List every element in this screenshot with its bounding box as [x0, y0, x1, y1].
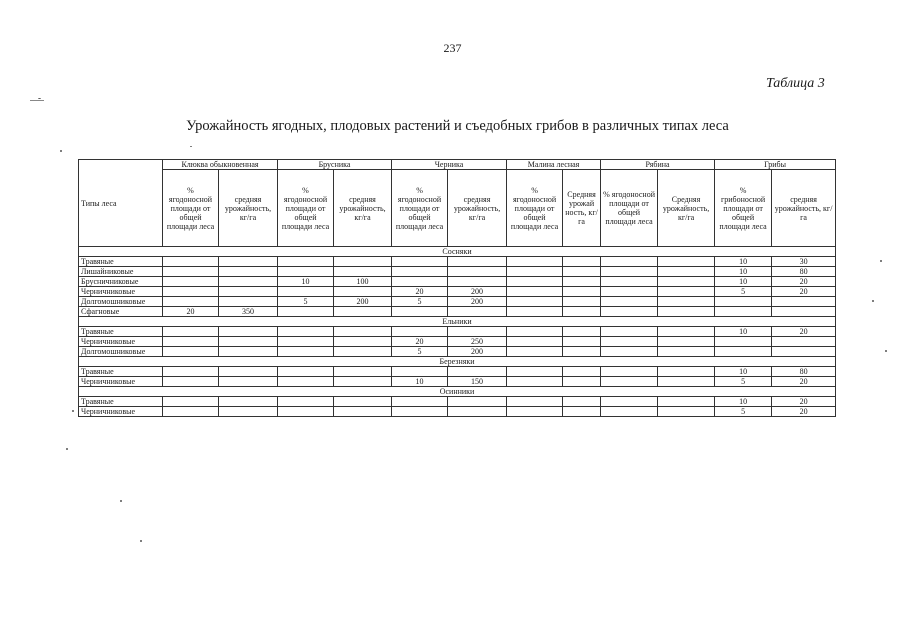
value-cell [563, 397, 601, 407]
value-cell: 10 [392, 377, 448, 387]
value-cell: 20 [772, 287, 836, 297]
forest-type-cell: Долгомошниковые [79, 347, 163, 357]
value-cell [563, 297, 601, 307]
value-cell [601, 347, 658, 357]
value-cell [563, 287, 601, 297]
value-cell: 200 [448, 347, 507, 357]
value-cell: 5 [278, 297, 334, 307]
value-cell [563, 267, 601, 277]
sub-header: % грибоносной площади от общей площади леса [715, 170, 772, 247]
value-cell [219, 297, 278, 307]
value-cell [334, 347, 392, 357]
value-cell [448, 277, 507, 287]
value-cell [658, 367, 715, 377]
value-cell: 10 [715, 327, 772, 337]
value-cell [658, 337, 715, 347]
section-row [79, 387, 836, 397]
value-cell [658, 377, 715, 387]
value-cell [601, 287, 658, 297]
value-cell: 20 [772, 327, 836, 337]
value-cell [334, 327, 392, 337]
value-cell: 10 [715, 367, 772, 377]
value-cell: 10 [278, 277, 334, 287]
value-cell [392, 307, 448, 317]
group-header: Брусника [278, 160, 392, 170]
scan-speck [140, 540, 142, 542]
value-cell [334, 267, 392, 277]
value-cell [507, 407, 563, 417]
table-row [79, 367, 836, 377]
forest-type-cell: Черничниковые [79, 287, 163, 297]
value-cell [334, 307, 392, 317]
scan-speck [120, 500, 122, 502]
value-cell [219, 377, 278, 387]
table-row [79, 327, 836, 337]
sub-header-row [79, 170, 836, 247]
value-cell [392, 277, 448, 287]
value-cell [507, 397, 563, 407]
forest-type-cell: Долгомошниковые [79, 297, 163, 307]
table-row [79, 287, 836, 297]
value-cell [278, 397, 334, 407]
group-header: Клюква обыкновенная [163, 160, 278, 170]
scan-speck [66, 448, 68, 450]
value-cell [163, 367, 219, 377]
section-label: Ельники [79, 317, 836, 327]
value-cell [163, 407, 219, 417]
value-cell: 200 [334, 297, 392, 307]
forest-type-cell: Лишайниковые [79, 267, 163, 277]
value-cell [278, 367, 334, 377]
value-cell [658, 397, 715, 407]
value-cell: 10 [715, 397, 772, 407]
forest-type-cell: Сфагновые [79, 307, 163, 317]
value-cell [601, 277, 658, 287]
value-cell [392, 367, 448, 377]
sub-header: средняя урожайность, кг/га [334, 170, 392, 247]
value-cell [507, 267, 563, 277]
value-cell [658, 407, 715, 417]
value-cell [563, 257, 601, 267]
sub-header: Средняя урожайность, кг/га [658, 170, 715, 247]
scan-speck [885, 350, 887, 352]
section-label: Осинники [79, 387, 836, 397]
value-cell [163, 257, 219, 267]
value-cell: 5 [392, 347, 448, 357]
value-cell [507, 377, 563, 387]
value-cell [563, 307, 601, 317]
value-cell [507, 297, 563, 307]
value-cell [334, 377, 392, 387]
table-row [79, 397, 836, 407]
value-cell [601, 377, 658, 387]
value-cell [715, 347, 772, 357]
table-row [79, 307, 836, 317]
value-cell [658, 257, 715, 267]
value-cell [448, 367, 507, 377]
table-row [79, 377, 836, 387]
value-cell [507, 287, 563, 297]
value-cell [563, 407, 601, 417]
sub-header: средняя урожайность, кг/га [219, 170, 278, 247]
value-cell [601, 397, 658, 407]
sub-header: % ягодоносной площади от общей площади леса [507, 170, 563, 247]
table-row [79, 267, 836, 277]
sub-header: Средняя урожай ность, кг/га [563, 170, 601, 247]
value-cell [715, 307, 772, 317]
section-label: Сосняки [79, 247, 836, 257]
scan-speck [880, 260, 882, 262]
value-cell [448, 407, 507, 417]
value-cell: 20 [772, 397, 836, 407]
value-cell [334, 407, 392, 417]
value-cell [392, 397, 448, 407]
value-cell [278, 287, 334, 297]
value-cell [392, 267, 448, 277]
value-cell [658, 287, 715, 297]
value-cell [219, 347, 278, 357]
value-cell [163, 297, 219, 307]
value-cell: 5 [392, 297, 448, 307]
value-cell: 20 [772, 407, 836, 417]
value-cell [219, 367, 278, 377]
value-cell [219, 337, 278, 347]
value-cell: 10 [715, 257, 772, 267]
value-cell [507, 327, 563, 337]
value-cell [563, 347, 601, 357]
document-title: Урожайность ягодных, плодовых растений и съедобных грибов в различных типах леса [186, 118, 729, 134]
value-cell [392, 407, 448, 417]
value-cell [334, 337, 392, 347]
forest-type-cell: Черничниковые [79, 377, 163, 387]
value-cell [507, 367, 563, 377]
value-cell [507, 347, 563, 357]
value-cell [163, 377, 219, 387]
value-cell: 20 [772, 277, 836, 287]
value-cell [658, 307, 715, 317]
value-cell: 150 [448, 377, 507, 387]
section-row [79, 357, 836, 367]
value-cell [772, 347, 836, 357]
value-cell [507, 277, 563, 287]
value-cell [163, 397, 219, 407]
value-cell [448, 397, 507, 407]
group-header: Рябина [601, 160, 715, 170]
types-header: Типы леса [79, 160, 163, 247]
section-label: Березняки [79, 357, 836, 367]
value-cell [219, 277, 278, 287]
value-cell [658, 297, 715, 307]
value-cell [715, 337, 772, 347]
value-cell [219, 287, 278, 297]
value-cell: 200 [448, 287, 507, 297]
forest-type-cell: Травяные [79, 397, 163, 407]
value-cell [163, 337, 219, 347]
value-cell: 80 [772, 267, 836, 277]
value-cell [772, 307, 836, 317]
value-cell [392, 257, 448, 267]
value-cell [163, 277, 219, 287]
table-label: Таблица 3 [766, 76, 825, 91]
value-cell [563, 377, 601, 387]
value-cell [278, 407, 334, 417]
value-cell [772, 337, 836, 347]
value-cell: 30 [772, 257, 836, 267]
group-header-row [79, 160, 836, 170]
value-cell [278, 337, 334, 347]
value-cell [448, 267, 507, 277]
value-cell [219, 397, 278, 407]
value-cell [163, 327, 219, 337]
table-row [79, 337, 836, 347]
sub-header: % ягодоносной площади от общей площади леса [278, 170, 334, 247]
value-cell [507, 337, 563, 347]
table-row [79, 407, 836, 417]
value-cell [334, 367, 392, 377]
value-cell [278, 307, 334, 317]
value-cell [278, 347, 334, 357]
forest-type-cell: Брусничниковые [79, 277, 163, 287]
value-cell [334, 257, 392, 267]
group-header: Малина лесная [507, 160, 601, 170]
value-cell: 200 [448, 297, 507, 307]
value-cell [601, 307, 658, 317]
value-cell [392, 327, 448, 337]
value-cell [163, 267, 219, 277]
forest-type-cell: Травяные [79, 327, 163, 337]
value-cell [601, 327, 658, 337]
value-cell: 10 [715, 277, 772, 287]
value-cell: 5 [715, 377, 772, 387]
value-cell [448, 327, 507, 337]
forest-type-cell: Травяные [79, 257, 163, 267]
value-cell [563, 337, 601, 347]
value-cell [772, 297, 836, 307]
value-cell [658, 327, 715, 337]
value-cell: 100 [334, 277, 392, 287]
value-cell [507, 307, 563, 317]
sub-header: % ягодоносной площади от общей площади леса [163, 170, 219, 247]
scan-speck [872, 300, 874, 302]
scan-speck [190, 146, 192, 147]
table-row [79, 257, 836, 267]
value-cell: 350 [219, 307, 278, 317]
value-cell [219, 257, 278, 267]
sub-header: % ягодоносной площади от общей площади леса [601, 170, 658, 247]
forest-type-cell: Черничниковые [79, 407, 163, 417]
value-cell [163, 287, 219, 297]
value-cell [278, 377, 334, 387]
scan-speck [60, 150, 62, 152]
value-cell: 5 [715, 287, 772, 297]
value-cell [601, 337, 658, 347]
value-cell [658, 267, 715, 277]
value-cell [658, 347, 715, 357]
value-cell [448, 257, 507, 267]
group-header: Черника [392, 160, 507, 170]
sub-header: % ягодоносной площади от общей площади леса [392, 170, 448, 247]
value-cell: 20 [392, 287, 448, 297]
value-cell [219, 327, 278, 337]
value-cell [334, 397, 392, 407]
sub-header: средняя урожайность, кг/га [448, 170, 507, 247]
forest-type-cell: Травяные [79, 367, 163, 377]
sub-header: средняя урожайность, кг/га [772, 170, 836, 247]
value-cell: 10 [715, 267, 772, 277]
value-cell [601, 297, 658, 307]
value-cell [219, 267, 278, 277]
section-row [79, 317, 836, 327]
forest-type-cell: Черничниковые [79, 337, 163, 347]
yield-table [78, 159, 836, 417]
value-cell [715, 297, 772, 307]
section-row [79, 247, 836, 257]
value-cell [507, 257, 563, 267]
value-cell [601, 407, 658, 417]
table-row [79, 347, 836, 357]
table-row [79, 277, 836, 287]
value-cell [601, 267, 658, 277]
value-cell [163, 347, 219, 357]
value-cell [334, 287, 392, 297]
value-cell: 80 [772, 367, 836, 377]
group-header: Грибы [715, 160, 836, 170]
value-cell: 5 [715, 407, 772, 417]
value-cell [601, 257, 658, 267]
scan-mark [30, 100, 44, 101]
value-cell: 250 [448, 337, 507, 347]
value-cell [278, 327, 334, 337]
table-row [79, 297, 836, 307]
value-cell [278, 267, 334, 277]
value-cell [448, 307, 507, 317]
scan-speck [38, 98, 41, 99]
value-cell [658, 277, 715, 287]
scan-speck [72, 410, 74, 412]
value-cell [219, 407, 278, 417]
value-cell: 20 [772, 377, 836, 387]
value-cell: 20 [163, 307, 219, 317]
value-cell [563, 367, 601, 377]
value-cell [601, 367, 658, 377]
page-number: 237 [443, 41, 462, 55]
value-cell [563, 327, 601, 337]
value-cell [278, 257, 334, 267]
value-cell: 20 [392, 337, 448, 347]
value-cell [563, 277, 601, 287]
